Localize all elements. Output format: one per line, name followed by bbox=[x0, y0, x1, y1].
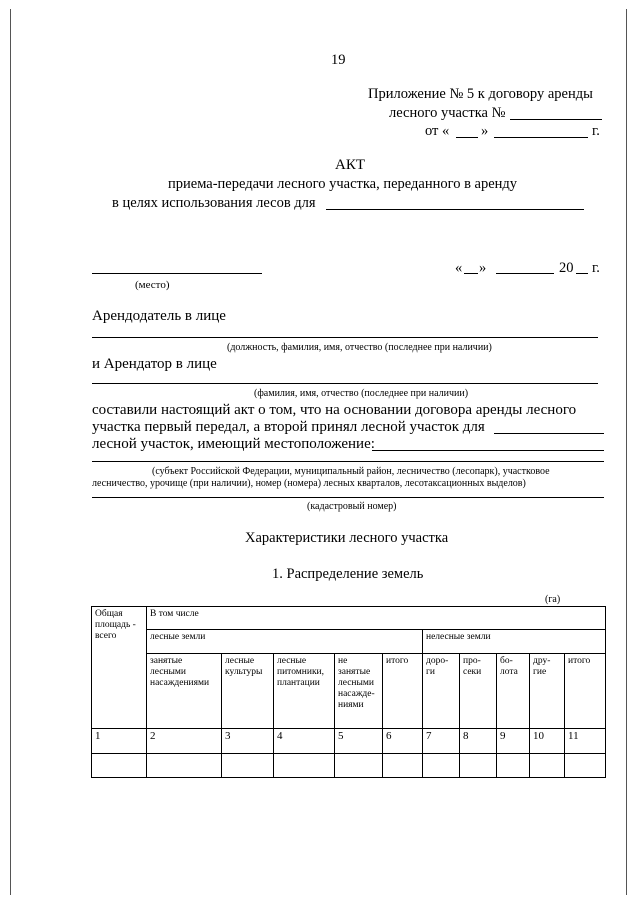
location-note-2: лесничество, урочище (при наличии), номер (номера) лесных кварталов, лесотаксационных выделов) bbox=[92, 478, 526, 489]
date-day-blank bbox=[464, 273, 478, 274]
doc-title: АКТ bbox=[335, 157, 365, 173]
section-title: Характеристики лесного участка bbox=[245, 530, 449, 546]
appendix-month-blank bbox=[494, 137, 588, 138]
header-col: дру-гие bbox=[530, 654, 565, 729]
header-col: про-секи bbox=[460, 654, 497, 729]
location-blank bbox=[372, 450, 604, 451]
header-forest-lands: лесные земли bbox=[147, 630, 423, 654]
header-col: не занятые лесными насажде-ниями bbox=[335, 654, 383, 729]
appendix-date-suffix: г. bbox=[592, 123, 600, 139]
place-blank bbox=[92, 273, 262, 274]
paragraph-line-2: участка первый передал, а второй принял лесной участок для bbox=[92, 419, 485, 435]
paragraph-line-1: составили настоящий акт о том, что на основании договора аренды лесного bbox=[92, 402, 577, 418]
purpose-blank-2 bbox=[494, 433, 604, 434]
lessor-note: (должность, фамилия, имя, отчество (последнее при наличии) bbox=[227, 342, 492, 353]
doc-subtitle-1: приема-передачи лесного участка, переданного в аренду bbox=[168, 176, 518, 192]
page-number: 19 bbox=[331, 52, 346, 68]
header-col: лесные питомники, плантации bbox=[274, 654, 335, 729]
appendix-line-1: Приложение № 5 к договору аренды bbox=[368, 86, 593, 102]
date-open-quote: « bbox=[455, 260, 463, 276]
lessee-note: (фамилия, имя, отчество (последнее при наличии) bbox=[254, 388, 469, 399]
col-number: 4 bbox=[274, 729, 335, 754]
col-number: 5 bbox=[335, 729, 383, 754]
header-col: бо-лота bbox=[497, 654, 530, 729]
col-number: 1 bbox=[92, 729, 147, 754]
col-number: 7 bbox=[423, 729, 460, 754]
appendix-date-open: от « bbox=[425, 123, 450, 139]
col-number: 9 bbox=[497, 729, 530, 754]
lessee-label: и Арендатор в лице bbox=[92, 356, 217, 372]
date-year-prefix: 20 bbox=[559, 260, 574, 276]
header-nonforest-lands: нелесные земли bbox=[423, 630, 606, 654]
subsection-title: 1. Распределение земель bbox=[272, 566, 424, 582]
header-col: итого bbox=[383, 654, 423, 729]
date-close-quote: » bbox=[479, 260, 487, 276]
appendix-date-close: » bbox=[481, 123, 489, 139]
cadastral-note: (кадастровый номер) bbox=[307, 501, 397, 512]
date-suffix: г. bbox=[592, 260, 600, 276]
col-number: 3 bbox=[222, 729, 274, 754]
location-blank-2 bbox=[92, 461, 604, 462]
lessor-blank bbox=[92, 337, 598, 338]
col-number: 11 bbox=[565, 729, 606, 754]
appendix-day-blank bbox=[456, 137, 478, 138]
header-col: занятые лесными насаждениями bbox=[147, 654, 222, 729]
location-note-1: (субъект Российской Федерации, муниципальный район, лесничество (лесопарк), участковое bbox=[152, 466, 550, 477]
col-number: 6 bbox=[383, 729, 423, 754]
header-total-area: Общая площадь - всего bbox=[92, 607, 147, 729]
contract-number-blank bbox=[510, 119, 602, 120]
header-col: итого bbox=[565, 654, 606, 729]
lessor-label: Арендодатель в лице bbox=[92, 308, 226, 324]
table-row bbox=[92, 754, 606, 778]
lessee-blank bbox=[92, 383, 598, 384]
land-distribution-table bbox=[91, 606, 606, 778]
header-including: В том числе bbox=[147, 607, 606, 630]
col-number: 10 bbox=[530, 729, 565, 754]
table-header-row-3 bbox=[92, 654, 606, 729]
table-header-row-1 bbox=[92, 607, 606, 630]
header-col: лесные культуры bbox=[222, 654, 274, 729]
col-number: 2 bbox=[147, 729, 222, 754]
unit-label: (га) bbox=[545, 594, 561, 605]
header-col: доро-ги bbox=[423, 654, 460, 729]
date-month-blank bbox=[496, 273, 554, 274]
table-number-row bbox=[92, 729, 606, 754]
col-number: 8 bbox=[460, 729, 497, 754]
doc-subtitle-2: в целях использования лесов для bbox=[112, 195, 316, 211]
purpose-blank bbox=[326, 209, 584, 210]
table-header-row-2 bbox=[92, 630, 606, 654]
cadastral-blank bbox=[92, 497, 604, 498]
date-year-blank bbox=[576, 273, 588, 274]
appendix-line-2: лесного участка № bbox=[389, 105, 506, 121]
place-label: (место) bbox=[135, 279, 170, 291]
paragraph-line-3: лесной участок, имеющий местоположение: bbox=[92, 436, 375, 452]
